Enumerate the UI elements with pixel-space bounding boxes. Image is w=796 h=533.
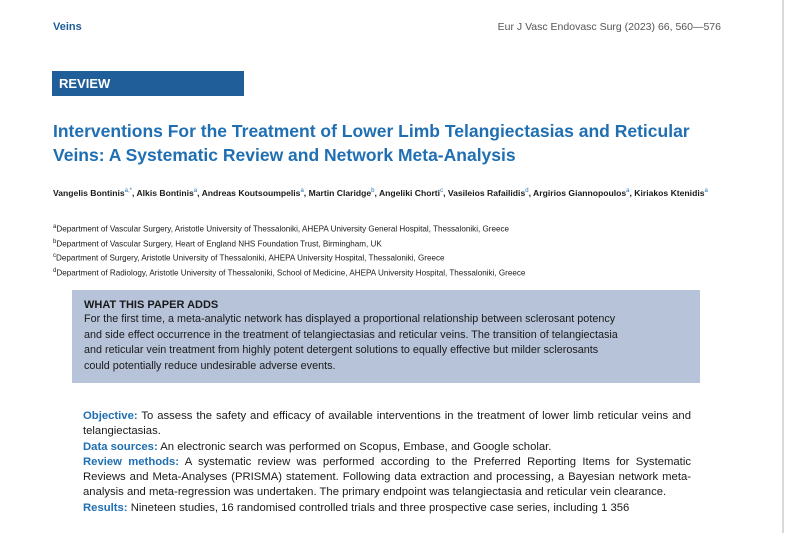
- what-this-paper-adds-box: [72, 290, 700, 383]
- author-name: Martin Claridge: [308, 187, 372, 198]
- author-name: Vangelis Bontinis: [53, 187, 125, 198]
- adds-line: For the first time, a meta-analytic network has displayed a proportional relationship between sclerosant potency: [84, 313, 616, 325]
- page-edge-divider: [782, 0, 784, 533]
- author-name: Andreas Koutsoumpelis: [201, 187, 301, 198]
- author-affiliation-mark: a,*: [124, 188, 132, 194]
- author-affiliation-mark: a: [193, 188, 198, 194]
- affiliation-d: $^d$Department of Radiology, Aristotle University of Thessaloniki, School of Medicine, AHEPA University Hospital, Thessaloniki, Greece: [53, 268, 526, 278]
- author-affiliation-mark: a: [300, 188, 304, 194]
- author-name: Vasileios Rafailidis: [447, 187, 526, 198]
- author-name: Angeliki Chorti: [378, 187, 441, 198]
- author-name: Alkis Bontinis: [136, 187, 194, 198]
- abstract-review-methods: Review methods: A systematic review was performed according to the Preferred Reporting Items for Systematic Reviews and Meta-Analyses (PRISMA) statement. Following data extraction and processing, a Bayesian network meta-analysis and meta-regression was undertaken. The primary endpoint was telangiectasia and reticular vein clearance.: [83, 455, 691, 499]
- section-label: Veins: [53, 21, 82, 33]
- adds-line: and side effect occurrence in the treatment of telangiectasias and reticular veins. The transition of telangiectasia: [84, 328, 618, 341]
- affiliation-a: $^a$Department of Vascular Surgery, Aristotle University of Thessaloniki, AHEPA University General Hospital, Thessaloniki, Greece: [53, 224, 510, 234]
- journal-reference: Eur J Vasc Endovasc Surg (2023) 66, 560—576: [497, 21, 721, 33]
- affiliation-b: $^b$Department of Vascular Surgery, Heart of England NHS Foundation Trust, Birmingham, UK: [53, 238, 382, 249]
- article-title: Interventions For the Treatment of Lower Limb Telangiectasias and Reticular Veins: A Systematic Review and Network Meta-Analysis: [53, 121, 690, 165]
- author-affiliation-mark: b: [371, 188, 375, 194]
- author-list: Vangelis Bontinis$^{a,*}$, Alkis Bontinis$^a$, Andreas Koutsoumpelis$^a$, Martin Claridge$^b$, Angeliki Chorti$^c$, Vasileios Rafailidis$^d$, Argirios Giannopoulos$^a$, Kiriakos Ktenidis$^a$: [53, 187, 708, 198]
- abstract: [83, 409, 691, 516]
- author-name: Kiriakos Ktenidis: [634, 187, 705, 198]
- abstract-objective: Objective: To assess the safety and efficacy of available interventions in the treatment of lower limb reticular veins and telangiectasias.: [83, 410, 691, 438]
- article-type-banner: REVIEW: [52, 71, 244, 96]
- author-affiliation-mark: c: [440, 188, 444, 194]
- affiliations: [53, 221, 753, 280]
- abstract-results: Results: Nineteen studies, 16 randomised controlled trials and three prospective case series, including 1 356: [83, 501, 630, 514]
- author-name: Argirios Giannopoulos: [533, 187, 627, 198]
- author-affiliation-mark: a: [626, 188, 630, 194]
- adds-heading: WHAT THIS PAPER ADDS: [84, 299, 219, 311]
- author-affiliation-mark: d: [525, 188, 529, 194]
- adds-line: could potentially reduce undesirable adverse events.: [84, 359, 336, 372]
- adds-line: and reticular vein treatment from highly potent detergent solutions to equally effective but milder sclerosants: [84, 344, 599, 356]
- abstract-data-sources: Data sources: An electronic search was performed on Scopus, Embase, and Google scholar.: [83, 440, 552, 453]
- author-affiliation-mark: a: [704, 188, 708, 194]
- affiliation-c: $^c$Department of Surgery, Aristotle University of Thessaloniki, AHEPA University Hospital, Thessaloniki, Greece: [53, 253, 445, 264]
